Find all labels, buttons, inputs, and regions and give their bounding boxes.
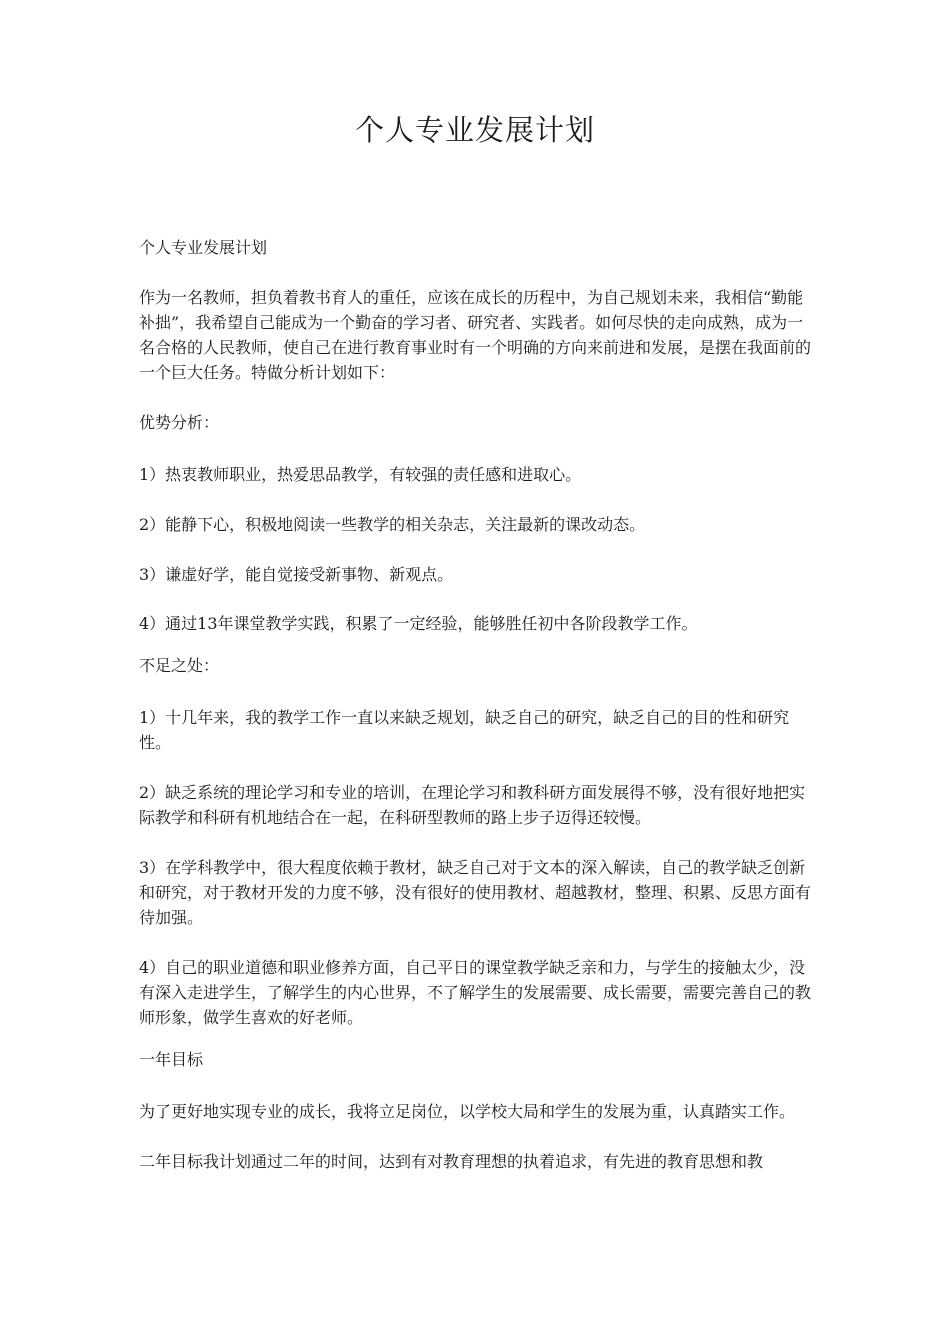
strength-item-2: 2）能静下心，积极地阅读一些教学的相关杂志，关注最新的课改动态。 [139, 515, 646, 534]
document-body [139, 235, 815, 1174]
heading-strengths: 优势分析： [139, 413, 220, 432]
strength-item-3: 3）谦虚好学，能自觉接受新事物、新观点。 [139, 565, 454, 584]
weakness-item-2: 2）缺乏系统的理论学习和专业的培训，在理论学习和教科研方面发展得不够，没有很好地把实际教学和科研有机地结合在一起，在科研型教师的路上步子迈得还较慢。 [139, 783, 806, 827]
paragraph-one-year-goal: 为了更好地实现专业的成长，我将立足岗位，以学校大局和学生的发展为重，认真踏实工作。 [139, 1102, 796, 1121]
paragraph-subtitle: 个人专业发展计划 [139, 238, 268, 257]
document-title: 个人专业发展计划 [354, 113, 595, 147]
strength-item-1: 1）热衷教师职业，热爱思品教学，有较强的责任感和进取心。 [139, 465, 582, 484]
weakness-item-3: 3）在学科教学中，很大程度依赖于教材，缺乏自己对于文本的深入解读，自己的教学缺乏创新和研究，对于教材开发的力度不够，没有很好的使用教材、超越教材，整理、积累、反思方面有待加强。 [139, 858, 812, 927]
heading-one-year-goal: 一年目标 [139, 1050, 204, 1069]
paragraph-intro: 作为一名教师，担负着教书育人的重任，应该在成长的历程中，为自己规划未来，我相信“勤能补拙”，我希望自己能成为一个勤奋的学习者、研究者、实践者。如何尽快的走向成熟，成为一名合格的人民教师，使自己在进行教育事业时有一个明确的方向来前进和发展，是摆在我面前的一个巨大任务。特做分析计划如下： [139, 288, 812, 382]
weakness-item-1: 1）十几年来，我的教学工作一直以来缺乏规划，缺乏自己的研究，缺乏自己的目的性和研究性。 [139, 708, 790, 752]
heading-weaknesses: 不足之处： [139, 656, 220, 675]
strength-item-4: 4）通过13年课堂教学实践，积累了一定经验，能够胜任初中各阶段教学工作。 [139, 614, 698, 633]
paragraph-two-year-goal: 二年目标我计划通过二年的时间，达到有对教育理想的执着追求，有先进的教育思想和教 [139, 1152, 764, 1171]
weakness-item-4: 4）自己的职业道德和职业修养方面，自己平日的课堂教学缺乏亲和力，与学生的接触太少，没有深入走进学生，了解学生的内心世界，不了解学生的发展需要、成长需要，需要完善自己的教师形象，做学生喜欢的好老师。 [139, 958, 812, 1027]
